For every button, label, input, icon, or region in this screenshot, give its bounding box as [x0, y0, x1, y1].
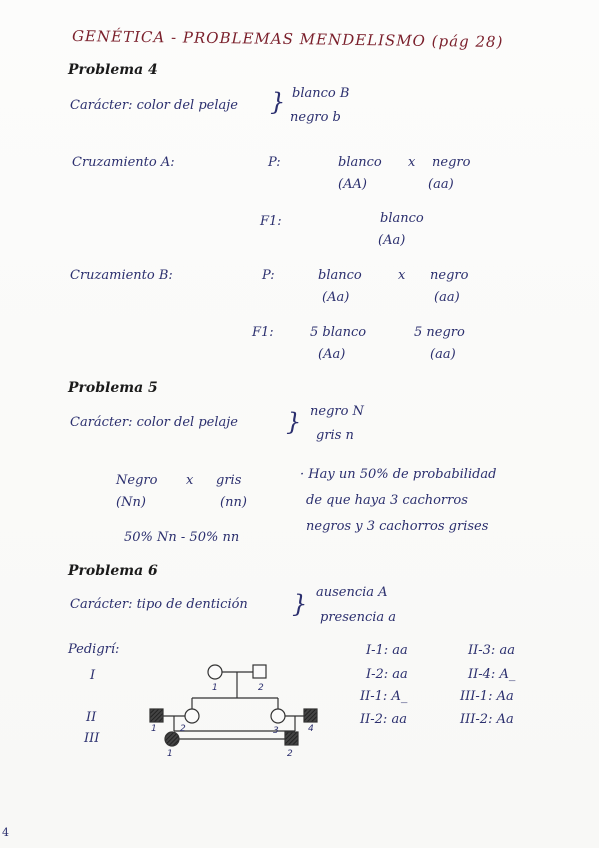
ped-num-II-2: 2	[180, 724, 186, 734]
p5-result: 50% Nn - 50% nn	[124, 530, 240, 545]
pedigree-gen-I: I	[90, 668, 96, 683]
genotype-III-1: III-1: Aa	[460, 689, 514, 704]
p5-allele-2: gris n	[316, 428, 354, 443]
p4-cross-b-label: Cruzamiento B:	[70, 268, 173, 283]
p6-allele-2: presencia a	[320, 610, 397, 625]
p4-caracter: Carácter: color del pelaje	[70, 98, 238, 113]
footer-mark: 4	[2, 826, 9, 839]
p4-cross-a-label: Cruzamiento A:	[72, 155, 175, 170]
p5-cross-left-genotype: (Nn)	[116, 495, 146, 510]
p4-cross-a-f1-genotype: (Aa)	[378, 233, 406, 248]
genotype-I-1: I-1: aa	[366, 643, 408, 658]
genotype-I-2: I-2: aa	[366, 667, 408, 682]
p4-cross-b-left-genotype: (Aa)	[322, 290, 350, 305]
p5-allele-1: negro N	[310, 404, 364, 419]
ped-I-1-female	[208, 665, 222, 679]
pedigree-diagram	[140, 655, 330, 760]
p6-caracter: Carácter: tipo de dentición	[70, 597, 248, 612]
ped-II-3-female	[271, 709, 285, 723]
ped-num-III-1: 1	[167, 749, 173, 759]
ped-num-III-2: 2	[287, 749, 293, 759]
ped-II-1-male-affected	[150, 709, 163, 722]
p4-cross-a-left: blanco	[338, 155, 382, 170]
p4-cross-a-x: x	[408, 155, 416, 170]
p4-cross-b-right-genotype: (aa)	[434, 290, 460, 305]
p5-note-line-1: · Hay un 50% de probabilidad	[300, 467, 497, 482]
p5-cross-x: x	[186, 473, 194, 488]
p4-brace-icon: }	[270, 88, 286, 116]
p4-cross-b-right: negro	[430, 268, 469, 283]
problem-5-header: Problema 5	[68, 380, 158, 396]
ped-num-I-1: 1	[212, 683, 218, 693]
genotype-II-2: II-2: aa	[360, 712, 407, 727]
p6-pedigree-label: Pedigrí:	[68, 642, 120, 657]
genotype-II-4: II-4: A_	[468, 667, 516, 682]
ped-num-II-4: 4	[308, 724, 314, 734]
ped-II-2-female	[185, 709, 199, 723]
problem-6-header: Problema 6	[68, 563, 158, 579]
genotype-III-2: III-2: Aa	[460, 712, 514, 727]
p4-cross-b-left: blanco	[318, 268, 362, 283]
ped-num-II-3: 3	[273, 726, 279, 736]
p4-cross-b-f1-right-genotype: (aa)	[430, 347, 456, 362]
p5-note-line-3: negros y 3 cachorros grises	[306, 519, 489, 534]
ped-III-1-female-affected	[165, 732, 179, 746]
p4-cross-a-left-genotype: (AA)	[338, 177, 367, 192]
ped-III-2-male-affected	[285, 732, 298, 745]
p5-cross-right: gris	[216, 473, 242, 488]
p4-cross-b-p: P:	[262, 268, 275, 283]
problem-4-header: Problema 4	[68, 62, 158, 78]
p4-cross-b-f1-left-genotype: (Aa)	[318, 347, 346, 362]
p5-cross-left: Negro	[116, 473, 158, 488]
pedigree-gen-II: II	[86, 710, 97, 725]
p4-allele-1: blanco B	[292, 86, 350, 101]
p4-cross-b-f1: F1:	[252, 325, 274, 340]
p4-cross-a-right-genotype: (aa)	[428, 177, 454, 192]
p6-allele-1: ausencia A	[316, 585, 388, 600]
p4-cross-a-right: negro	[432, 155, 471, 170]
p4-allele-2: negro b	[290, 110, 341, 125]
p6-brace-icon: }	[292, 590, 308, 618]
ped-II-4-male-affected	[304, 709, 317, 722]
page-title: GENÉTICA - PROBLEMAS MENDELISMO (pág 28)	[71, 26, 504, 52]
ped-num-I-2: 2	[258, 683, 264, 693]
p4-cross-b-x: x	[398, 268, 406, 283]
p4-cross-a-p: P:	[268, 155, 281, 170]
p5-brace-icon: }	[286, 408, 302, 436]
p5-note-line-2: de que haya 3 cachorros	[306, 493, 468, 508]
p4-cross-b-f1-left: 5 blanco	[310, 325, 367, 340]
pedigree-gen-III: III	[84, 731, 100, 746]
p5-cross-right-genotype: (nn)	[220, 495, 247, 510]
p4-cross-a-f1-value: blanco	[380, 211, 424, 226]
p4-cross-b-f1-right: 5 negro	[414, 325, 465, 340]
genotype-II-1: II-1: A_	[360, 689, 408, 704]
ped-I-2-male	[253, 665, 266, 678]
ped-num-II-1: 1	[151, 724, 157, 734]
p4-cross-a-f1: F1:	[260, 214, 282, 229]
genotype-II-3: II-3: aa	[468, 643, 515, 658]
p5-caracter: Carácter: color del pelaje	[70, 415, 238, 430]
